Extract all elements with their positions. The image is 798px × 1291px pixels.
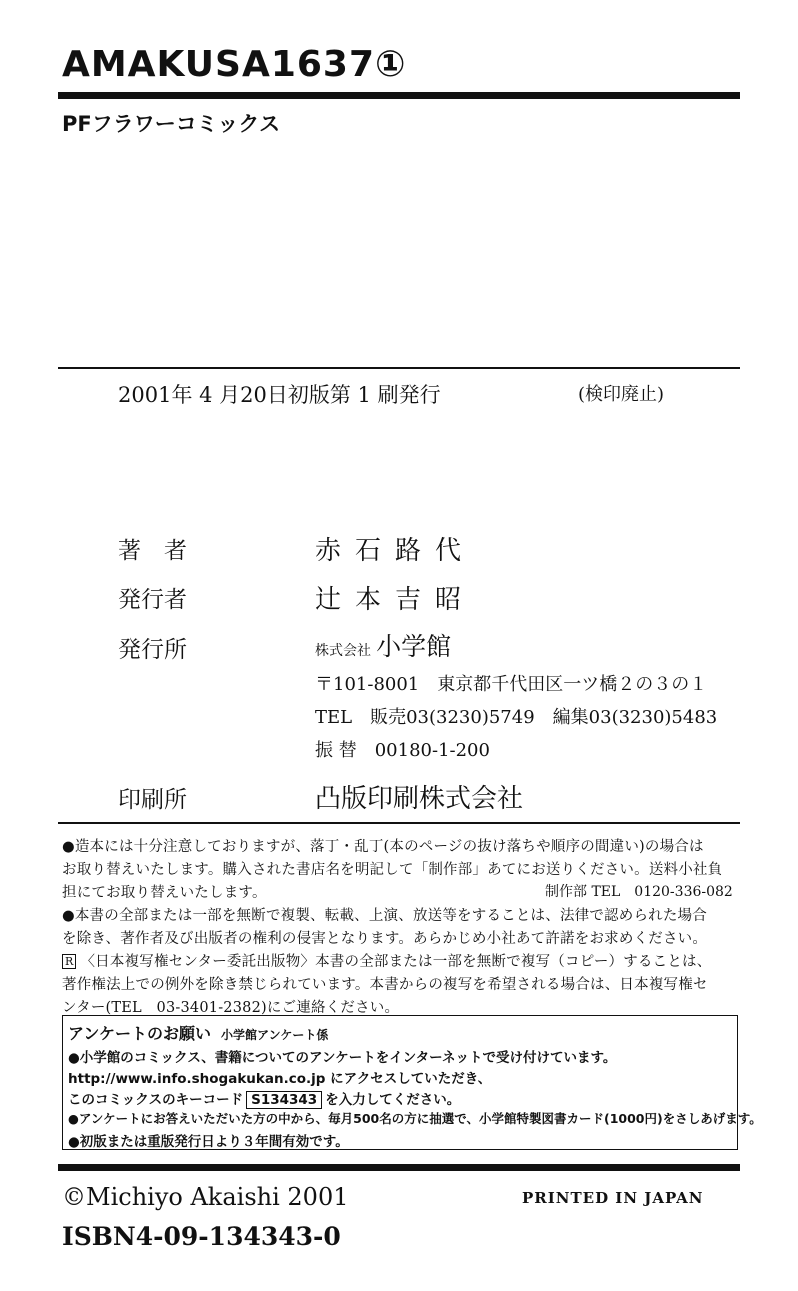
survey-heading [68, 1021, 328, 1044]
company-name: 小学館 [376, 632, 452, 661]
r-mark-icon: R [62, 954, 76, 969]
notice-text: 〈日本複写権センター委託出版物〉本書の全部または一部を無断で複写（コピー）することは、 [80, 954, 712, 970]
publisher-address: 〒101-8001 東京都千代田区一ツ橋２の３の１ [315, 674, 708, 695]
publisher-person-name: 辻本吉昭 [315, 585, 476, 615]
publisher-label: 発行所 [118, 637, 187, 663]
survey-line: ●アンケートにお答えいただいた方の中から、毎月500名の方に抽選で、小学館特製図書カード(1000円)をさしあげます。 [68, 1111, 762, 1126]
bottom-rule [58, 1164, 740, 1171]
production-dept-tel: 制作部 TEL 0120-336-082 [545, 884, 733, 900]
survey-key-pre: このコミックスのキーコード [68, 1092, 244, 1108]
seal-note: (検印廃止) [578, 384, 665, 405]
key-code: S134343 [246, 1091, 322, 1109]
survey-title: アンケートのお願い [68, 1024, 212, 1043]
isbn: ISBN4-09-134343-0 [62, 1222, 341, 1251]
printer-label: 印刷所 [118, 787, 187, 813]
notice-line: お取り替えいたします。購入された書店名を明記して「制作部」あてにお送りください。送料小社負 [62, 862, 723, 878]
notice-line: 著作権法上での例外を除き禁じられています。本書からの複写を希望される場合は、日本複写権セ [62, 977, 708, 993]
divider-top [58, 367, 740, 369]
author-label: 著 者 [118, 538, 187, 564]
notice-line: ●本書の全部または一部を無断で複製、転載、上演、放送等をすることは、法律で認められた場合 [62, 908, 707, 924]
copyright: ©Michiyo Akaishi 2001 [62, 1183, 349, 1211]
publisher-transfer: 振 替 00180-1-200 [315, 740, 490, 761]
notice-line [62, 950, 711, 971]
notice-line: ンター(TEL 03-3401-2382)にご連絡ください。 [62, 1000, 400, 1016]
survey-line: ●小学館のコミックス、書籍についてのアンケートをインターネットで受け付けています。 [68, 1050, 617, 1066]
company-prefix: 株式会社 [315, 643, 371, 659]
publisher-person-label: 発行者 [118, 587, 187, 613]
title-rule [58, 92, 740, 99]
notice-line: 担にてお取り替えいたします。 [62, 885, 267, 901]
printed-in: PRINTED IN JAPAN [522, 1189, 704, 1207]
printer-name: 凸版印刷株式会社 [315, 784, 524, 814]
publisher-tel: TEL 販売03(3230)5749 編集03(3230)5483 [315, 707, 718, 728]
survey-subheading: 小学館アンケート係 [221, 1028, 329, 1042]
series-title: AMAKUSA1637① [62, 44, 407, 85]
notice-line: を除き、著作者及び出版者の権利の侵害となります。あらかじめ小社あて許諾をお求めください。 [62, 931, 708, 947]
survey-key-post: を入力してください。 [325, 1092, 461, 1108]
publication-date: 2001年 4 月20日初版第 1 刷発行 [118, 383, 441, 407]
notice-line: ●造本には十分注意しておりますが、落丁・乱丁(本のページの抜け落ちや順序の間違い)の場合は [62, 839, 704, 855]
author-name: 赤石路代 [315, 536, 476, 566]
publisher-company [315, 627, 451, 663]
survey-line: ●初版または重版発行日より３年間有効です。 [68, 1134, 349, 1150]
imprint-label: PFフラワーコミックス [62, 112, 281, 136]
divider-notices [58, 822, 740, 824]
survey-key-line [68, 1088, 460, 1108]
survey-url-line: http://www.info.shogakukan.co.jp にアクセスしていただき、 [68, 1071, 492, 1087]
